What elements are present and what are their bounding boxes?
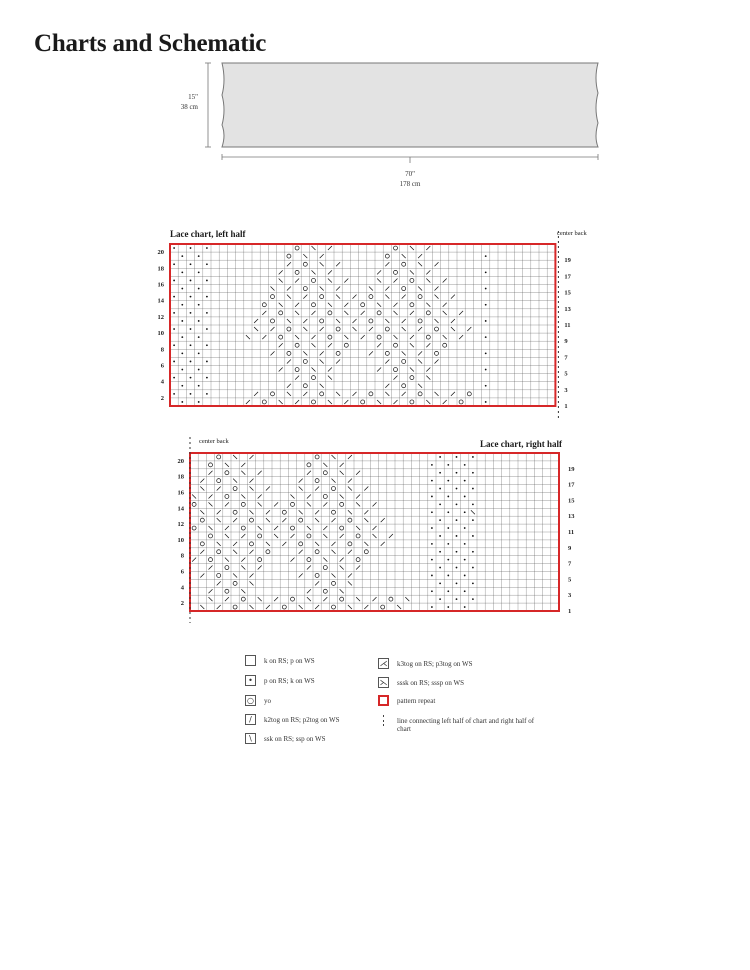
chart-right-row-label-even: 6	[180, 568, 184, 576]
legend-item-k3tog	[378, 658, 473, 669]
chart-left-row-label-even: 10	[157, 330, 164, 338]
chart-right-purl-stitch	[456, 535, 458, 537]
chart-right-purl-stitch	[456, 503, 458, 505]
chart-left-row-label-even: 8	[160, 346, 164, 354]
legend-label-k2tog: k2tog on RS; p2tog on WS	[264, 716, 340, 724]
chart-right-purl-stitch	[472, 503, 474, 505]
chart-right-purl-stitch	[447, 464, 449, 466]
chart-right-purl-stitch	[439, 567, 441, 569]
chart-legend	[245, 655, 545, 750]
chart-right-purl-stitch	[456, 598, 458, 600]
schematic-shape	[222, 63, 598, 147]
chart-right-purl-stitch	[447, 606, 449, 608]
chart-left-purl-stitch	[181, 255, 183, 257]
chart-left-row-label-even: 18	[157, 265, 164, 273]
chart-right-purl-stitch	[447, 496, 449, 498]
chart-right-row-label-even: 16	[177, 489, 184, 497]
chart-right-purl-stitch	[431, 511, 433, 513]
chart-right-row-label-odd: 9	[568, 544, 572, 552]
legend-item-line	[378, 715, 538, 733]
width-cm-label: 178 cm	[399, 180, 421, 188]
chart-right-purl-stitch	[464, 590, 466, 592]
chart-left-row-label-even: 14	[157, 297, 164, 305]
k2tog-slash-icon: /	[245, 714, 256, 725]
chart-right-purl-stitch	[472, 582, 474, 584]
chart-right-purl-stitch	[472, 456, 474, 458]
legend-label-yo: yo	[264, 697, 271, 705]
chart-left-row-label-even: 2	[160, 394, 164, 402]
chart-right-purl-stitch	[447, 527, 449, 529]
chart-left-row-label-even: 4	[160, 378, 164, 386]
chart-left-purl-stitch	[206, 263, 208, 265]
chart-right-row-label-even: 12	[177, 521, 184, 529]
chart-left-row-label-odd: 9	[564, 338, 568, 346]
legend-label-line: line connecting left half of chart and right half of chart	[397, 717, 535, 733]
legend-item-knit	[245, 655, 315, 666]
chart-left-purl-stitch	[206, 361, 208, 363]
chart-right-purl-stitch	[472, 535, 474, 537]
chart-left-purl-stitch	[181, 336, 183, 338]
chart-right-purl-stitch	[464, 575, 466, 577]
chart-right-purl-stitch	[439, 456, 441, 458]
knit-square-icon	[245, 655, 256, 666]
chart-right-purl-stitch	[456, 582, 458, 584]
chart-right-purl-stitch	[431, 559, 433, 561]
legend-label-sssk: sssk on RS; sssp on WS	[397, 679, 464, 687]
chart-left-purl-stitch	[173, 312, 175, 314]
chart-right-purl-stitch	[464, 511, 466, 513]
chart-right-grid	[190, 437, 559, 623]
chart-left-purl-stitch	[198, 320, 200, 322]
chart-left-purl-stitch	[198, 288, 200, 290]
chart-right-purl-stitch	[439, 582, 441, 584]
k3tog-icon: ⋌	[379, 658, 388, 668]
chart-right-purl-stitch	[439, 598, 441, 600]
chart-right-purl-stitch	[456, 519, 458, 521]
chart-left-purl-stitch	[206, 328, 208, 330]
chart-left-purl-stitch	[485, 320, 487, 322]
chart-left-row-label-even: 12	[157, 313, 164, 321]
chart-left-purl-stitch	[206, 393, 208, 395]
chart-left-purl-stitch	[206, 312, 208, 314]
chart-left-purl-stitch	[181, 320, 183, 322]
chart-left-row-label-odd: 1	[564, 403, 568, 410]
chart-right-purl-stitch	[447, 559, 449, 561]
page-title: Charts and Schematic	[34, 30, 267, 57]
chart-right-row-label-even: 20	[177, 457, 184, 465]
chart-left-purl-stitch	[173, 280, 175, 282]
chart-right-purl-stitch	[431, 496, 433, 498]
chart-right-row-label-even: 14	[177, 505, 184, 513]
chart-left-purl-stitch	[173, 328, 175, 330]
chart-left-row-label-even: 16	[157, 281, 164, 289]
chart-right-purl-stitch	[439, 503, 441, 505]
chart-right-purl-stitch	[439, 488, 441, 490]
chart-left-purl-stitch	[485, 255, 487, 257]
chart-right-row-label-even: 4	[180, 584, 184, 592]
legend-label-knit: k on RS; p on WS	[264, 657, 315, 665]
chart-right-row-label-odd: 7	[568, 560, 572, 568]
chart-left-purl-stitch	[190, 312, 192, 314]
chart-right-purl-stitch	[456, 567, 458, 569]
legend-item-k2tog	[245, 714, 340, 725]
chart-left-row-label-odd: 3	[564, 386, 568, 394]
pattern-repeat-icon	[378, 695, 389, 706]
chart-right-purl-stitch	[447, 543, 449, 545]
chart-right-purl-stitch	[472, 551, 474, 553]
chart-left-purl-stitch	[198, 271, 200, 273]
chart-left-row-label-even: 6	[160, 362, 164, 370]
chart-right-title: Lace chart, right half	[480, 439, 562, 449]
chart-right-row-label-even: 10	[177, 536, 184, 544]
chart-left-purl-stitch	[173, 361, 175, 363]
chart-right-center-label: center back	[199, 438, 229, 445]
height-cm-label: 38 cm	[180, 103, 198, 111]
chart-right-purl-stitch	[431, 575, 433, 577]
chart-left-purl-stitch	[181, 401, 183, 403]
yarn-over-icon: ○	[245, 695, 256, 706]
chart-left-purl-stitch	[173, 377, 175, 379]
chart-left-purl-stitch	[206, 247, 208, 249]
chart-left-purl-stitch	[206, 280, 208, 282]
chart-left-purl-stitch	[190, 328, 192, 330]
chart-right-purl-stitch	[447, 575, 449, 577]
chart-left-purl-stitch	[173, 247, 175, 249]
chart-left-purl-stitch	[198, 385, 200, 387]
chart-right-purl-stitch	[456, 456, 458, 458]
chart-right-purl-stitch	[464, 543, 466, 545]
chart-right-purl-stitch	[447, 511, 449, 513]
chart-left-purl-stitch	[190, 280, 192, 282]
chart-right-purl-stitch	[439, 519, 441, 521]
chart-right-row-label-even: 18	[177, 473, 184, 481]
legend-label-repeat: pattern repeat	[397, 697, 436, 705]
chart-left-purl-stitch	[485, 369, 487, 371]
chart-left-purl-stitch	[181, 352, 183, 354]
chart-right-row-label-even: 8	[180, 552, 184, 560]
purl-dot-icon: •	[245, 675, 256, 686]
chart-right-row-label-odd: 1	[568, 608, 572, 615]
chart-left-purl-stitch	[190, 296, 192, 298]
chart-left-purl-stitch	[190, 377, 192, 379]
legend-item-ssk	[245, 733, 326, 744]
chart-left-row-label-odd: 7	[564, 354, 568, 362]
chart-left-row-label-odd: 17	[564, 273, 571, 281]
chart-left-purl-stitch	[190, 344, 192, 346]
chart-left-purl-stitch	[181, 369, 183, 371]
chart-left-row-label-even: 20	[157, 249, 164, 257]
chart-right-purl-stitch	[472, 598, 474, 600]
chart-right-purl-stitch	[464, 606, 466, 608]
chart-right-purl-stitch	[464, 559, 466, 561]
chart-left-purl-stitch	[190, 247, 192, 249]
chart-left-purl-stitch	[173, 296, 175, 298]
chart-left-purl-stitch	[190, 393, 192, 395]
legend-label-ssk: ssk on RS; ssp on WS	[264, 735, 326, 743]
chart-right-purl-stitch	[431, 480, 433, 482]
chart-left-purl-stitch	[485, 271, 487, 273]
chart-left-purl-stitch	[181, 304, 183, 306]
chart-left-purl-stitch	[173, 344, 175, 346]
chart-left-purl-stitch	[485, 336, 487, 338]
height-inches-label: 15"	[188, 93, 198, 101]
chart-left-purl-stitch	[198, 369, 200, 371]
chart-left-purl-stitch	[173, 393, 175, 395]
chart-left-center-label: center back	[557, 230, 587, 237]
chart-right-row-label-odd: 5	[568, 576, 572, 584]
chart-left-row-label-odd: 19	[564, 257, 571, 265]
chart-left-purl-stitch	[181, 385, 183, 387]
chart-right-purl-stitch	[464, 527, 466, 529]
chart-right-purl-stitch	[472, 472, 474, 474]
chart-right-purl-stitch	[431, 590, 433, 592]
legend-label-k3tog: k3tog on RS; p3tog on WS	[397, 660, 473, 668]
chart-right-purl-stitch	[431, 543, 433, 545]
chart-left-purl-stitch	[198, 401, 200, 403]
chart-right-purl-stitch	[472, 488, 474, 490]
chart-left-purl-stitch	[198, 255, 200, 257]
chart-right-purl-stitch	[472, 519, 474, 521]
legend-item-sssk	[378, 677, 464, 688]
chart-right-purl-stitch	[464, 496, 466, 498]
chart-left-purl-stitch	[485, 352, 487, 354]
chart-left-purl-stitch	[206, 296, 208, 298]
chart-right-purl-stitch	[447, 480, 449, 482]
chart-right-purl-stitch	[439, 535, 441, 537]
legend-item-repeat	[378, 695, 435, 706]
chart-left-title: Lace chart, left half	[170, 229, 246, 239]
chart-left-purl-stitch	[206, 344, 208, 346]
chart-left-purl-stitch	[485, 401, 487, 403]
chart-left-row-label-odd: 15	[564, 289, 571, 297]
chart-left-purl-stitch	[173, 263, 175, 265]
legend-label-purl: p on RS; k on WS	[264, 677, 315, 685]
chart-right-purl-stitch	[464, 480, 466, 482]
chart-left-purl-stitch	[485, 288, 487, 290]
schematic-diagram	[170, 55, 610, 195]
chart-left-purl-stitch	[206, 377, 208, 379]
legend-item-purl	[245, 675, 315, 686]
chart-right-purl-stitch	[456, 488, 458, 490]
chart-right-purl-stitch	[431, 606, 433, 608]
chart-left-purl-stitch	[190, 263, 192, 265]
chart-right-row-label-odd: 19	[568, 465, 575, 473]
chart-left-purl-stitch	[190, 361, 192, 363]
ssk-backslash-icon: \	[245, 733, 256, 744]
lace-chart-right-half	[168, 433, 588, 633]
lace-chart-left-half	[148, 225, 608, 425]
chart-left-purl-stitch	[198, 304, 200, 306]
chart-right-purl-stitch	[472, 567, 474, 569]
chart-left-purl-stitch	[181, 288, 183, 290]
chart-left-purl-stitch	[181, 271, 183, 273]
chart-right-row-label-odd: 13	[568, 513, 575, 521]
chart-right-row-label-odd: 17	[568, 481, 575, 489]
chart-right-purl-stitch	[431, 527, 433, 529]
chart-right-row-label-even: 2	[180, 600, 184, 608]
chart-left-purl-stitch	[485, 304, 487, 306]
chart-left-row-label-odd: 13	[564, 305, 571, 313]
chart-right-purl-stitch	[439, 551, 441, 553]
legend-item-yo	[245, 695, 271, 706]
chart-left-row-label-odd: 11	[564, 322, 571, 329]
chart-right-row-label-odd: 3	[568, 592, 572, 600]
sssk-icon: ⋋	[379, 677, 388, 687]
chart-left-row-label-odd: 5	[564, 370, 568, 378]
chart-left-grid	[170, 231, 558, 418]
chart-right-purl-stitch	[439, 472, 441, 474]
width-inches-label: 70"	[405, 170, 415, 178]
chart-right-purl-stitch	[447, 590, 449, 592]
dashed-line-icon	[378, 715, 389, 726]
chart-right-row-label-odd: 15	[568, 497, 575, 505]
chart-left-purl-stitch	[198, 336, 200, 338]
chart-right-purl-stitch	[431, 464, 433, 466]
chart-left-purl-stitch	[485, 385, 487, 387]
chart-right-row-label-odd: 11	[568, 529, 575, 536]
chart-right-purl-stitch	[456, 551, 458, 553]
chart-right-purl-stitch	[456, 472, 458, 474]
chart-left-purl-stitch	[198, 352, 200, 354]
chart-right-purl-stitch	[464, 464, 466, 466]
